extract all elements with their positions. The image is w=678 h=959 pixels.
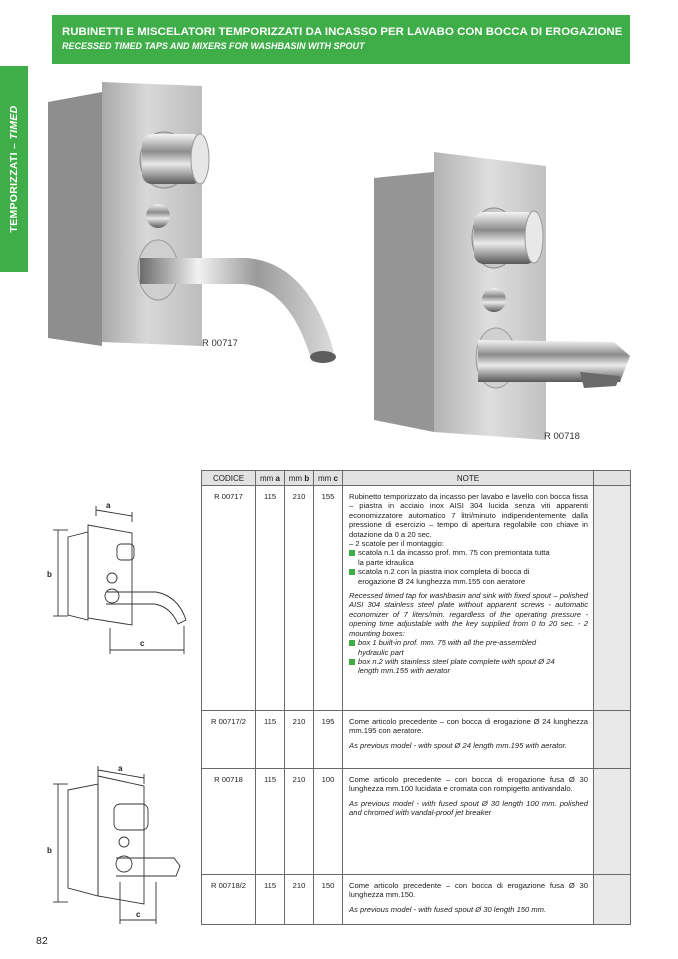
note-italian-list-title: – 2 scatole per il montaggio: [349, 539, 444, 549]
dimension-diagram-r00717 [44, 500, 194, 660]
photo-code-label: R 00717 [202, 338, 238, 349]
dimension-label-a: a [118, 764, 123, 773]
cell-code: R 00718 [202, 769, 256, 875]
note-bullet: box 1 built-in prof. mm. 75 with all the pre-assembled hydraulic part [349, 638, 588, 657]
table-row [202, 486, 631, 711]
note-bullet: box n.2 with stainless steel plate complete with spout Ø 24 length mm.155 with aerator [349, 657, 588, 676]
note-english: Recessed timed tap for washbasin and sink with fixed spout – polished AISI 304 stainless steel plate without apparent screws - automatic economizer of 7 liters/min. regardless of the operating pressure - opening time adjustable with the key supplied from 0 to 20 sec. - 2 mounting boxes: [349, 591, 588, 638]
cell-c: 195 [314, 711, 343, 769]
cell-b: 210 [285, 711, 314, 769]
side-category-label: TEMPORIZZATI – TIMED [8, 105, 20, 233]
cell-a: 115 [256, 711, 285, 769]
note-italian: Come articolo precedente – con bocca di erogazione fusa Ø 30 lunghezza mm.150. [349, 881, 588, 900]
cell-c: 150 [314, 875, 343, 925]
note-italian: Rubinetto temporizzato da incasso per lavabo e lavello con bocca fissa – piastra in acciaio inox AISI 304 lucida senza viti apparenti economizzatore automatico 7 litri/minuto indipendentemente dalla pressione di esercizio – tempo di apertura regolabile con chiave in dotazione da 0 a 20 sec. [349, 492, 588, 539]
col-header-note: NOTE [343, 471, 594, 486]
note-english: As previous model - with spout Ø 24 length mm.195 with aerator. [349, 740, 567, 750]
table-row [202, 711, 631, 769]
cell-a: 115 [256, 769, 285, 875]
photo-code-label: R 00718 [544, 431, 580, 442]
cell-note [343, 711, 594, 769]
col-header-c: mm c [314, 471, 343, 486]
col-header-code: CODICE [202, 471, 256, 486]
cell-empty [594, 486, 631, 711]
cell-note [343, 769, 594, 875]
cell-empty [594, 711, 631, 769]
cell-empty [594, 875, 631, 925]
dimension-diagram-r00718 [44, 762, 194, 927]
note-bullet: scatola n.2 con la piastra inox completa di bocca di erogazione Ø 24 lunghezza mm.155 con aeratore [349, 567, 588, 586]
table-header-row [202, 471, 631, 486]
cell-code: R 00717 [202, 486, 256, 711]
product-photo-r00718 [370, 150, 635, 442]
dimension-label-c: c [140, 639, 145, 648]
cell-empty [594, 769, 631, 875]
dimension-label-b: b [47, 570, 52, 579]
cell-b: 210 [285, 769, 314, 875]
section-title-italian: RUBINETTI E MISCELATORI TEMPORIZZATI DA INCASSO PER LAVABO CON BOCCA DI EROGAZIONE [62, 26, 623, 38]
section-title-english: RECESSED TIMED TAPS AND MIXERS FOR WASHBASIN WITH SPOUT [62, 41, 365, 51]
page-number: 82 [36, 935, 48, 947]
table-row [202, 875, 631, 925]
section-header [52, 15, 630, 64]
table-row [202, 769, 631, 875]
note-bullet: scatola n.1 da incasso prof. mm. 75 con premontata tutta la parte idraulica [349, 548, 588, 567]
cell-code: R 00718/2 [202, 875, 256, 925]
product-photo-r00717 [46, 80, 346, 372]
specification-table [201, 470, 631, 925]
cell-a: 115 [256, 486, 285, 711]
cell-c: 155 [314, 486, 343, 711]
cell-code: R 00717/2 [202, 711, 256, 769]
col-header-a: mm a [256, 471, 285, 486]
cell-c: 100 [314, 769, 343, 875]
cell-note [343, 875, 594, 925]
col-header-b: mm b [285, 471, 314, 486]
dimension-label-a: a [106, 501, 111, 510]
note-italian: Come articolo precedente – con bocca di erogazione Ø 24 lunghezza mm.195 con aeratore. [349, 717, 588, 736]
note-italian: Come articolo precedente – con bocca di erogazione fusa Ø 30 lunghezza mm.100 lucidata e cromata con rompigetto antivandalo. [349, 775, 588, 794]
note-english: As previous model - with fused spout Ø 30 length 100 mm. polished and chromed with vandal-proof jet breaker [349, 798, 588, 818]
cell-a: 115 [256, 875, 285, 925]
note-english: As previous model - with fused spout Ø 30 length 150 mm. [349, 904, 547, 914]
dimension-label-b: b [47, 846, 52, 855]
col-header-empty [594, 471, 631, 486]
dimension-label-c: c [136, 910, 141, 919]
cell-b: 210 [285, 875, 314, 925]
cell-b: 210 [285, 486, 314, 711]
cell-note [343, 486, 594, 711]
